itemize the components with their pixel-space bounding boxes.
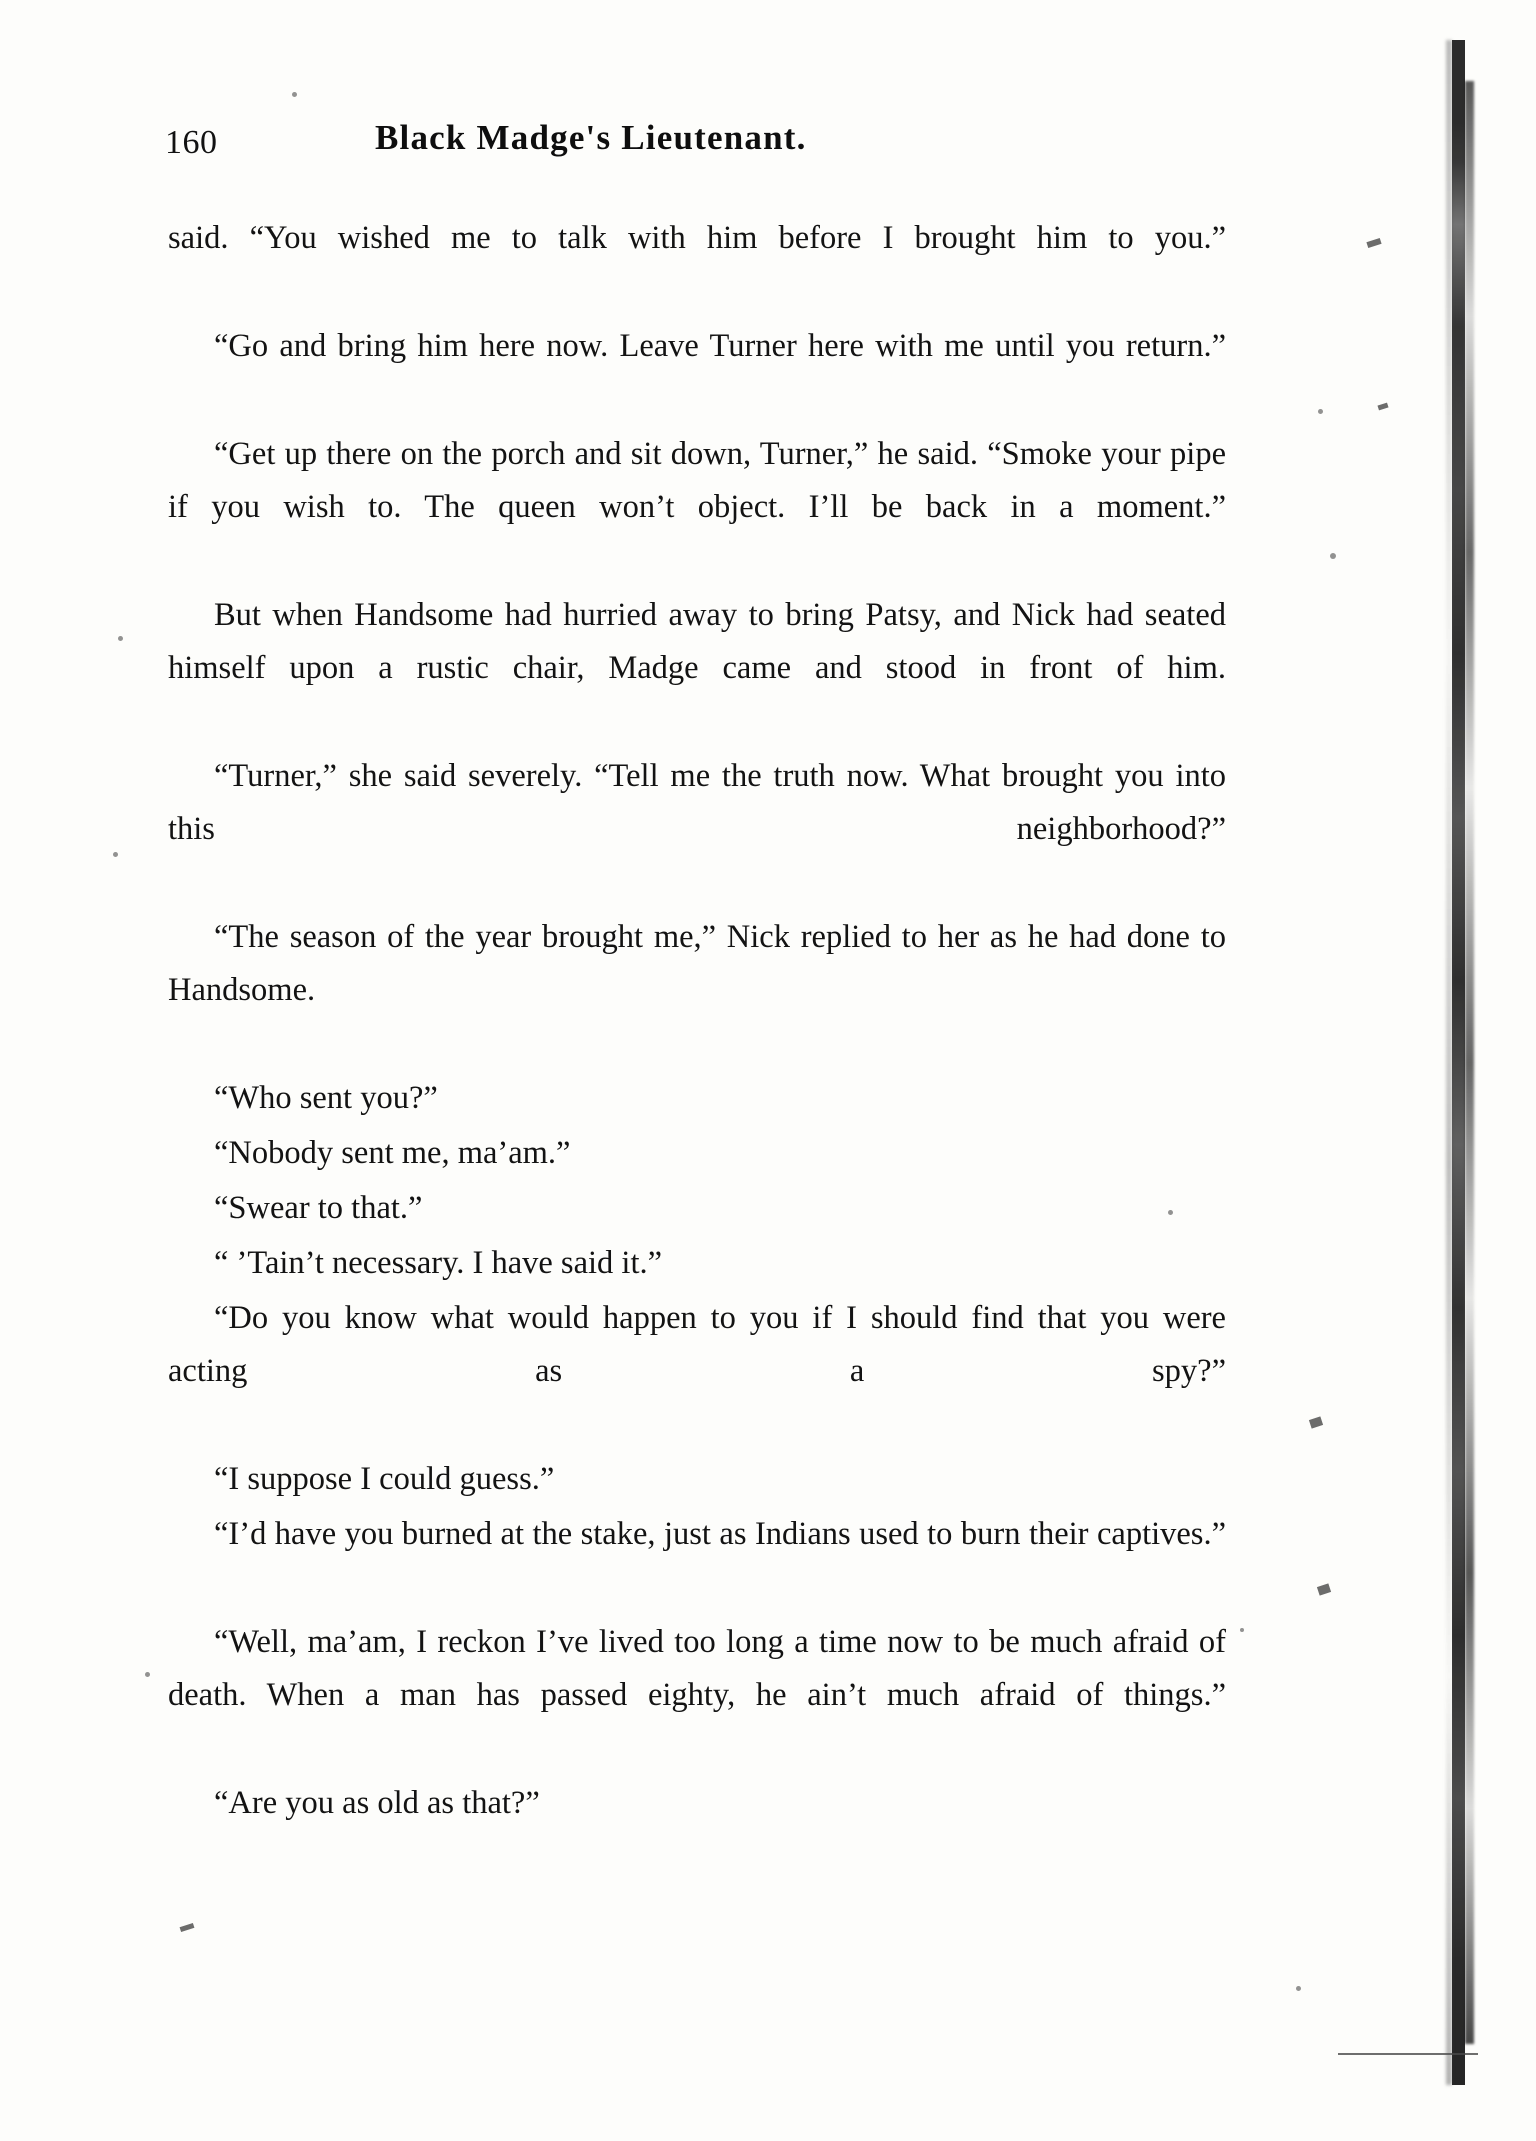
paragraph: But when Handsome had hurried away to bring Patsy, and Nick had seated himself upon a rustic chair, Madge came and stood in front of him. <box>168 597 1226 686</box>
paragraph: “Are you as old as that?” <box>214 1785 540 1821</box>
page-edge-rule <box>1338 2053 1478 2055</box>
ink-tick <box>180 1923 195 1932</box>
running-head <box>165 118 1235 170</box>
ink-tick <box>1309 1416 1323 1428</box>
dust-speck <box>292 92 297 97</box>
paragraph: “Get up there on the porch and sit down, Turner,” he said. “Smoke your pipe if you wish to. The queen won’t object. I’ll be back in a moment.” <box>168 436 1226 525</box>
ink-tick <box>1317 1583 1331 1595</box>
paragraph: “Swear to that.” <box>214 1190 423 1226</box>
paragraph: “Well, ma’am, I reckon I’ve lived too long a time now to be much afraid of death. When a man has passed eighty, he ain’t much afraid of things.” <box>168 1624 1226 1713</box>
gutter-stripe <box>1452 40 1465 2085</box>
dust-speck <box>1330 553 1336 559</box>
page-number: 160 <box>165 124 218 161</box>
dust-speck <box>1318 409 1323 414</box>
dust-speck <box>1168 1210 1173 1215</box>
paragraph: “Go and bring him here now. Leave Turner here with me until you return.” <box>214 328 1226 364</box>
paragraph: “Do you know what would happen to you if I should find that you were acting as a spy?” <box>168 1300 1226 1389</box>
gutter-stripe-faint <box>1446 40 1452 2085</box>
paragraph: “The season of the year brought me,” Nick replied to her as he had done to Handsome. <box>168 919 1226 1008</box>
paragraph: “I suppose I could guess.” <box>214 1461 555 1497</box>
dust-speck <box>1240 1628 1244 1632</box>
body-text-column <box>168 212 1226 1832</box>
paragraph: “Nobody sent me, ma’am.” <box>214 1135 571 1171</box>
dust-speck <box>118 636 123 641</box>
dust-speck <box>113 852 118 857</box>
paragraph: “I’d have you burned at the stake, just as Indians used to burn their captives.” <box>214 1516 1226 1552</box>
ink-tick <box>1366 238 1381 248</box>
page-title: Black Madge's Lieutenant. <box>375 118 807 157</box>
paragraph: “Who sent you?” <box>214 1080 438 1116</box>
ink-tick <box>1377 403 1388 411</box>
paragraph: “Turner,” she said severely. “Tell me the truth now. What brought you into this neighborhood?” <box>168 758 1226 847</box>
gutter-stripe-secondary <box>1465 81 1474 2044</box>
dust-speck <box>1296 1986 1301 1991</box>
paragraph: said. “You wished me to talk with him before I brought him to you.” <box>168 220 1226 256</box>
dust-speck <box>145 1672 150 1677</box>
paragraph: “ ’Tain’t necessary. I have said it.” <box>214 1245 663 1281</box>
gutter-shadow-artifact <box>1444 40 1478 2085</box>
